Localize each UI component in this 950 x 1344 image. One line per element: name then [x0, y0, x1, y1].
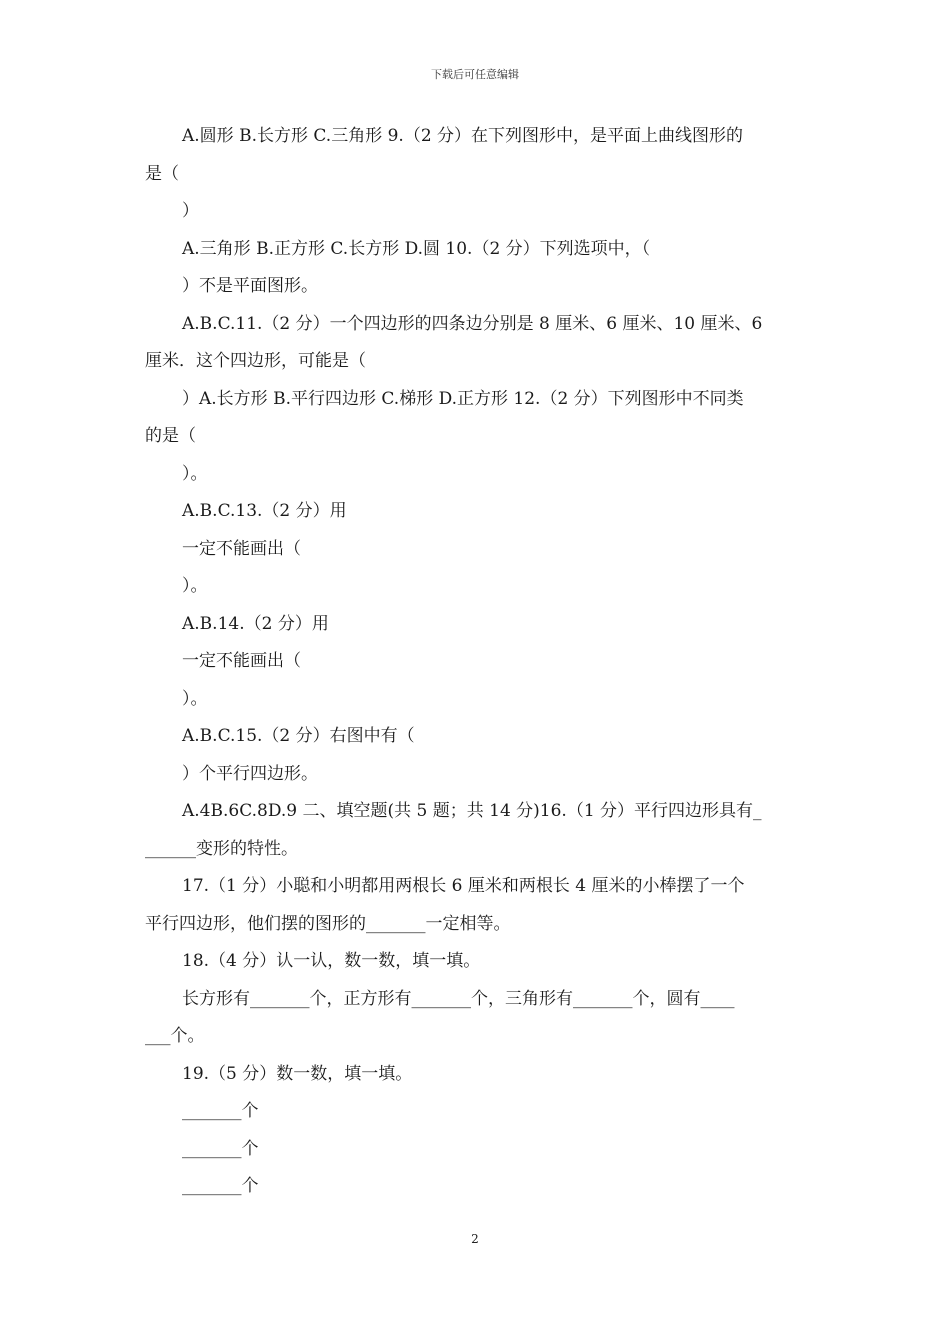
text-line: A.B.14.（2 分）用: [182, 613, 329, 634]
text-line: 是（: [145, 163, 179, 184]
text-line: A.B.C.13.（2 分）用: [182, 501, 347, 521]
text-line: A.B.C.15.（2 分）右图中有（: [182, 726, 415, 746]
text-line: ）个平行四边形。: [182, 763, 318, 784]
text-line: _______个: [182, 1176, 259, 1196]
text-line: ）A.长方形 B.平行四边形 C.梯形 D.正方形 12.（2 分）下列图形中不同类: [182, 388, 744, 409]
text-line: ）。: [182, 688, 208, 709]
text-line: 的是（: [145, 426, 196, 446]
text-line: 17.（1 分）小聪和小明都用两根长 6 厘米和两根长 4 厘米的小棒摆了一个: [182, 876, 745, 896]
text-line: 一定不能画出（: [182, 651, 301, 671]
page-header: 下载后可任意编辑: [431, 68, 519, 81]
text-line: A.圆形 B.长方形 C.三角形 9.（2 分）在下列图形中，是平面上曲线图形的: [182, 126, 744, 146]
document-body: [145, 118, 810, 1206]
text-line: 平行四边形，他们摆的图形的_______一定相等。: [145, 913, 511, 934]
text-line: A.三角形 B.正方形 C.长方形 D.圆 10.（2 分）下列选项中，（: [182, 238, 651, 259]
text-line: A.B.C.11.（2 分）一个四边形的四条边分别是 8 厘米、6 厘米、10 厘米、6: [182, 313, 763, 334]
text-line: ）。: [182, 463, 208, 484]
text-line: ___个。: [145, 1026, 205, 1046]
text-line: 一定不能画出（: [182, 538, 301, 559]
text-line: 19.（5 分）数一数，填一填。: [182, 1063, 413, 1084]
text-line: ______变形的特性。: [145, 838, 298, 859]
text-line: _______个: [182, 1101, 259, 1121]
text-line: 长方形有_______个，正方形有_______个，三角形有_______个，圆有____: [182, 988, 735, 1009]
text-line: ）: [182, 201, 199, 221]
text-line: 18.（4 分）认一认，数一数，填一填。: [182, 951, 481, 971]
page-number: 2: [471, 1232, 479, 1246]
text-line: 厘米．这个四边形，可能是（: [145, 351, 366, 371]
text-line: ）。: [182, 576, 208, 596]
text-line: A.4B.6C.8D.9 二、填空题(共 5 题；共 14 分)16.（1 分）平行四边形具有_: [182, 801, 762, 821]
text-line: _______个: [182, 1138, 259, 1159]
text-line: ）不是平面图形。: [182, 276, 318, 296]
